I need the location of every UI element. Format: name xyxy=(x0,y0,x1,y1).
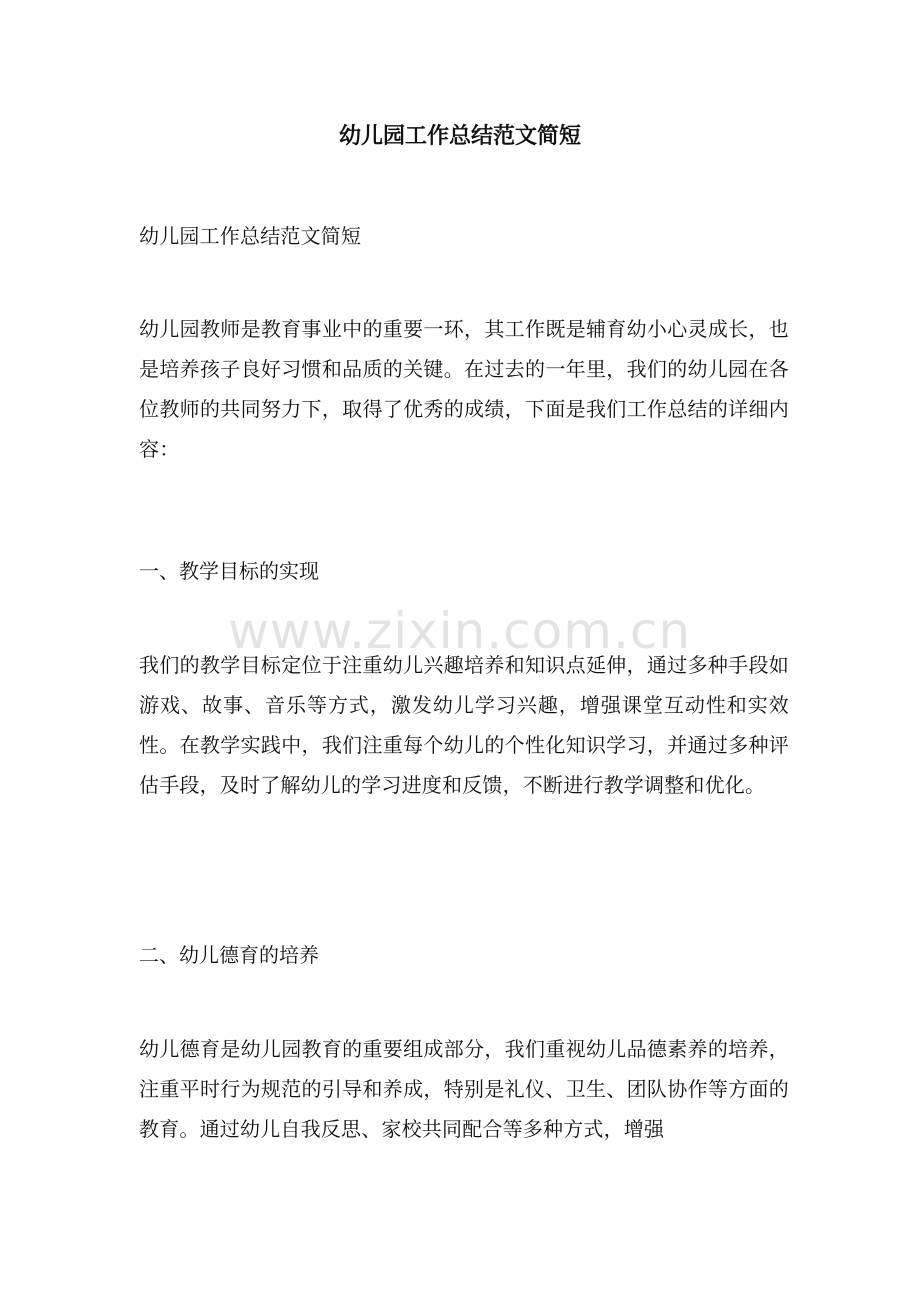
watermark-text: www.zixin.com.cn xyxy=(228,602,692,660)
document-title: 幼儿园工作总结范文简短 xyxy=(338,123,581,149)
section-body-1: 我们的教学目标定位于注重幼儿兴趣培养和知识点延伸，通过多种手段如游戏、故事、音乐等方式，激发幼儿学习兴趣，增强课堂互动性和实效性。在教学实践中，我们注重每个幼儿的个性化知识学习，并通过多种评估手段，及时了解幼儿的学习进度和反馈，不断进行教学调整和优化。 xyxy=(139,653,789,797)
section-heading-2: 二、幼儿德育的培养 xyxy=(139,943,319,967)
intro-paragraph: 幼儿园教师是教育事业中的重要一环，其工作既是辅育幼小心灵成长，也是培养孩子良好习惯和品质的关键。在过去的一年里，我们的幼儿园在各位教师的共同努力下，取得了优秀的成绩，下面是我们工作总结的详细内容： xyxy=(139,317,789,461)
section-heading-1: 一、教学目标的实现 xyxy=(139,559,319,583)
document-subtitle: 幼儿园工作总结范文简短 xyxy=(139,224,362,248)
section-body-2: 幼儿德育是幼儿园教育的重要组成部分，我们重视幼儿品德素养的培养，注重平时行为规范的引导和养成，特别是礼仪、卫生、团队协作等方面的教育。通过幼儿自我反思、家校共同配合等多种方式，增强 xyxy=(139,1037,789,1141)
